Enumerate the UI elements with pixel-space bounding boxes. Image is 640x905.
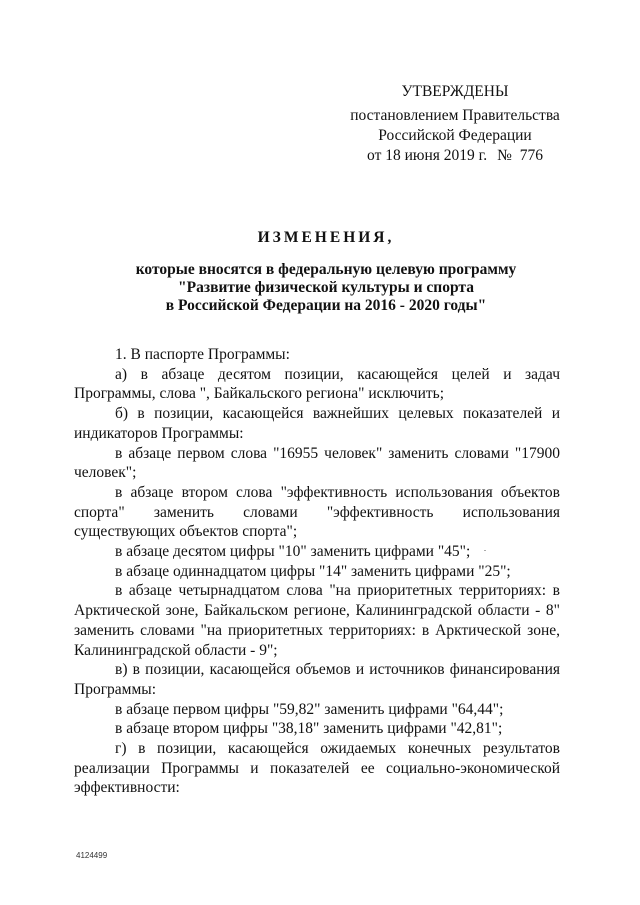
document-body xyxy=(74,345,560,798)
title-subline-1: которые вносятся в федеральную целевую программу xyxy=(135,261,517,278)
paragraph-12: г) в позиции, касающейся ожидаемых конечных результатов реализации Программы и показателей ее социально-экономической эффективности: xyxy=(74,740,560,797)
title-subline-2: "Развитие физической культуры и спорта xyxy=(178,279,474,296)
approval-date-number xyxy=(300,146,610,166)
paragraph-6: в абзаце десятом цифры "10" заменить цифрами "45"; xyxy=(115,543,471,561)
paragraph-10: в абзаце первом цифры "59,82" заменить цифрами "64,44"; xyxy=(115,700,504,718)
approval-line-resolution: постановлением Правительства xyxy=(350,107,560,124)
paragraph-5: в абзаце втором слова "эффективность использования объектов спорта" заменить словами "эффективность использования существующих объектов спорта"; xyxy=(74,483,560,541)
paragraph-11: в абзаце втором цифры "38,18" заменить цифрами "42,81"; xyxy=(115,720,503,738)
approval-number: № 776 xyxy=(497,147,543,164)
paragraph-1: 1. В паспорте Программы: xyxy=(115,346,290,363)
paragraph-3: б) в позиции, касающейся важнейших целевых показателей и индикаторов Программы: xyxy=(74,405,560,442)
document-code: 4124499 xyxy=(76,851,108,860)
approval-heading: УТВЕРЖДЕНЫ xyxy=(401,83,509,100)
scan-speck xyxy=(484,550,486,551)
paragraph-9: в) в позиции, касающейся объемов и источников финансирования Программы: xyxy=(74,661,560,698)
document-title xyxy=(0,229,640,315)
paragraph-8: в абзаце четырнадцатом слова "на приоритетных территориях: в Арктической зоне, Байкальском регионе, Калининградской области - 8" заменить словами "на приоритетных территориях: в Арктической зоне, Калининградской области - 9"; xyxy=(74,582,560,659)
approval-line-federation: Российской Федерации xyxy=(378,127,532,144)
approval-stamp xyxy=(300,82,610,166)
paragraph-4: в абзаце первом слова "16955 человек" заменить словами "17900 человек"; xyxy=(74,444,560,482)
paragraph-7: в абзаце одиннадцатом цифры "14" заменить цифрами "25"; xyxy=(115,562,511,580)
approval-date: от 18 июня 2019 г. xyxy=(367,147,488,164)
title-subline-3: в Российской Федерации на 2016 - 2020 годы" xyxy=(165,297,487,314)
paragraph-2: а) в абзаце десятом позиции, касающейся целей и задач Программы, слова ", Байкальского региона" исключить; xyxy=(74,365,560,403)
title-main: ИЗМЕНЕНИЯ, xyxy=(257,229,395,246)
